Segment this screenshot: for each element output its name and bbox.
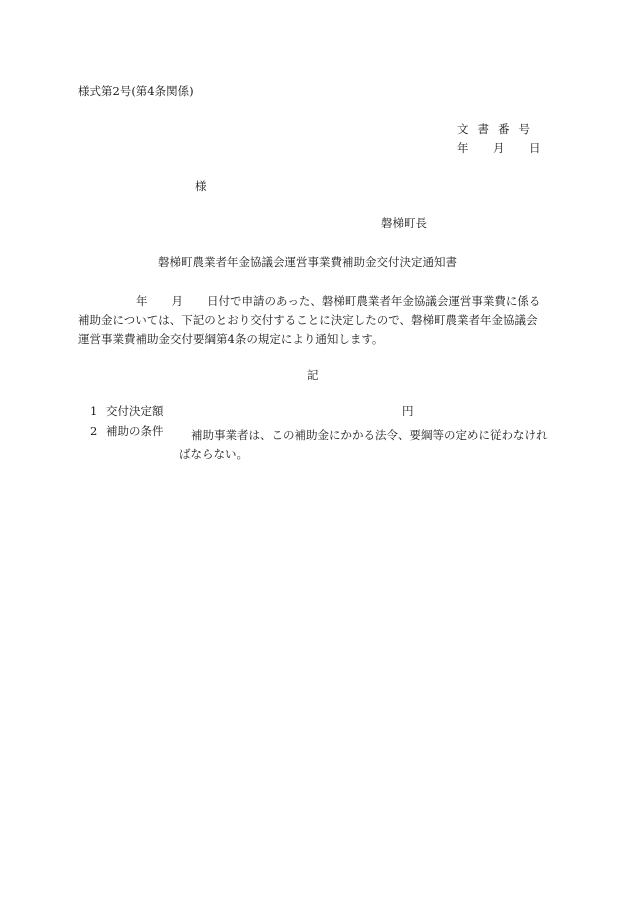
item-1-number: 1 xyxy=(90,404,98,418)
body-year: 年 xyxy=(136,294,148,308)
item-2-text-line-2: ばならない。 xyxy=(179,447,248,461)
document-number-label: 文書番号 xyxy=(457,122,539,136)
item-2-number: 2 xyxy=(90,424,98,438)
document-title: 磐梯町農業者年金協議会運営事業費補助金交付決定通知書 xyxy=(158,255,457,269)
body-line-1 xyxy=(78,292,556,311)
body-line-3: 運営事業費補助金交付要綱第4条の規定により通知します。 xyxy=(78,332,384,346)
item-2-text-line-1: 補助事業者は、この補助金にかかる法令、要綱等の定めに従わなけれ xyxy=(191,428,548,442)
body-line-2: 補助金については、下記のとおり交付することに決定したので、磐梯町農業者年金協議会 xyxy=(78,313,538,327)
sender-name: 磐梯町長 xyxy=(381,216,427,230)
item-1-label: 交付決定額 xyxy=(106,404,164,418)
form-number: 様式第2号(第4条関係) xyxy=(78,84,194,98)
body-month: 月 xyxy=(171,294,183,308)
document-date xyxy=(457,143,541,155)
item-2-label: 補助の条件 xyxy=(106,424,164,438)
ki-heading: 記 xyxy=(307,368,319,382)
date-year: 年 xyxy=(457,141,469,155)
body-text xyxy=(78,292,556,349)
body-line-1-rest: 日付で申請のあった、磐梯町農業者年金協議会運営事業費に係る xyxy=(207,294,541,308)
recipient-suffix: 様 xyxy=(195,179,207,193)
date-month: 月 xyxy=(493,141,505,155)
date-day: 日 xyxy=(529,141,541,155)
item-1-unit: 円 xyxy=(402,404,414,418)
item-2-text xyxy=(179,426,556,464)
